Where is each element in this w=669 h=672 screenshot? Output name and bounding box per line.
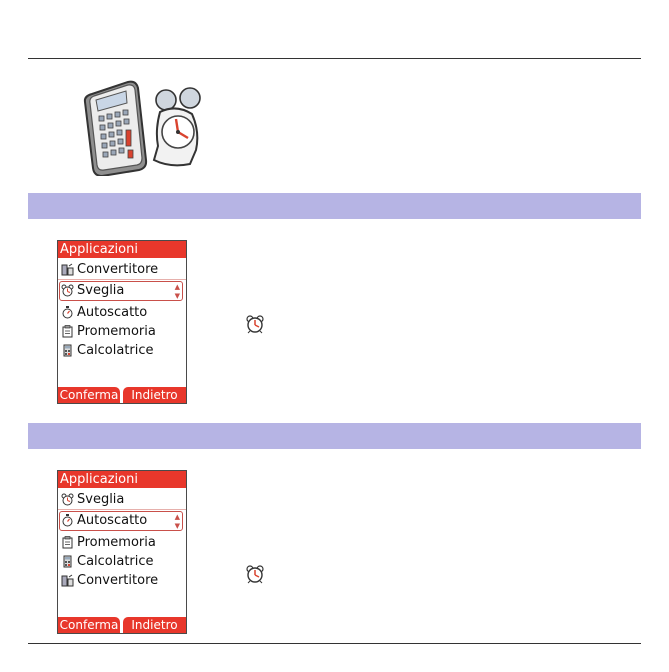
stopwatch-icon [61,514,74,527]
row-divider [58,509,186,510]
phone-screen-2 [57,470,187,634]
menu-item-label: Autoscatto [77,513,148,528]
menu-item-autoscatto[interactable] [58,303,186,322]
softkey-indietro[interactable]: Indietro [123,387,186,403]
menu-item-label: Promemoria [77,535,156,550]
memo-icon [61,325,74,338]
alarm-clock-icon [245,314,265,334]
alarm-clock-icon [245,564,265,584]
alarm-clock-icon [61,493,74,506]
softkey-conferma[interactable]: Conferma [59,388,119,402]
section-band-1 [28,193,641,219]
menu-item-label: Convertitore [77,262,159,277]
menu-item-label: Calcolatrice [77,343,154,358]
menu-item-convertitore[interactable] [58,571,186,590]
softkey-conferma[interactable]: Conferma [59,618,119,632]
converter-icon [61,263,74,276]
bottom-rule [28,643,641,644]
calculator-icon [61,344,74,357]
menu-item-label: Sveglia [77,492,125,507]
menu-item-sveglia[interactable] [58,281,186,300]
scroll-down-icon: ▼ [174,522,180,530]
section-band-2 [28,423,641,449]
calculator-illustration-icon [85,82,146,176]
top-rule [28,58,641,59]
calculator-icon [61,555,74,568]
menu-item-calcolatrice[interactable] [58,552,186,571]
screen-title: Applicazioni [58,241,186,258]
softkey-indietro[interactable]: Indietro [123,617,186,633]
menu-item-calcolatrice[interactable] [58,341,186,360]
menu-item-autoscatto[interactable] [58,511,186,530]
scroll-up-icon: ▲ [174,283,180,291]
alarm-clock-icon [61,284,74,297]
menu-item-label: Promemoria [77,324,156,339]
row-divider [58,279,186,280]
stopwatch-icon [61,306,74,319]
menu-item-promemoria[interactable] [58,533,186,552]
calculator-alarm-illustration [80,72,202,176]
menu-item-sveglia[interactable] [58,490,186,509]
alarm-clock-illustration-icon [154,88,200,165]
scroll-up-icon: ▲ [174,513,180,521]
scroll-down-icon: ▼ [174,292,180,300]
menu-item-promemoria[interactable] [58,322,186,341]
menu-item-convertitore[interactable] [58,260,186,279]
menu-item-label: Convertitore [77,573,159,588]
memo-icon [61,536,74,549]
converter-icon [61,574,74,587]
phone-screen-1 [57,240,187,404]
menu-item-label: Calcolatrice [77,554,154,569]
screen-title: Applicazioni [58,471,186,488]
menu-item-label: Autoscatto [77,305,148,320]
menu-item-label: Sveglia [77,283,125,298]
